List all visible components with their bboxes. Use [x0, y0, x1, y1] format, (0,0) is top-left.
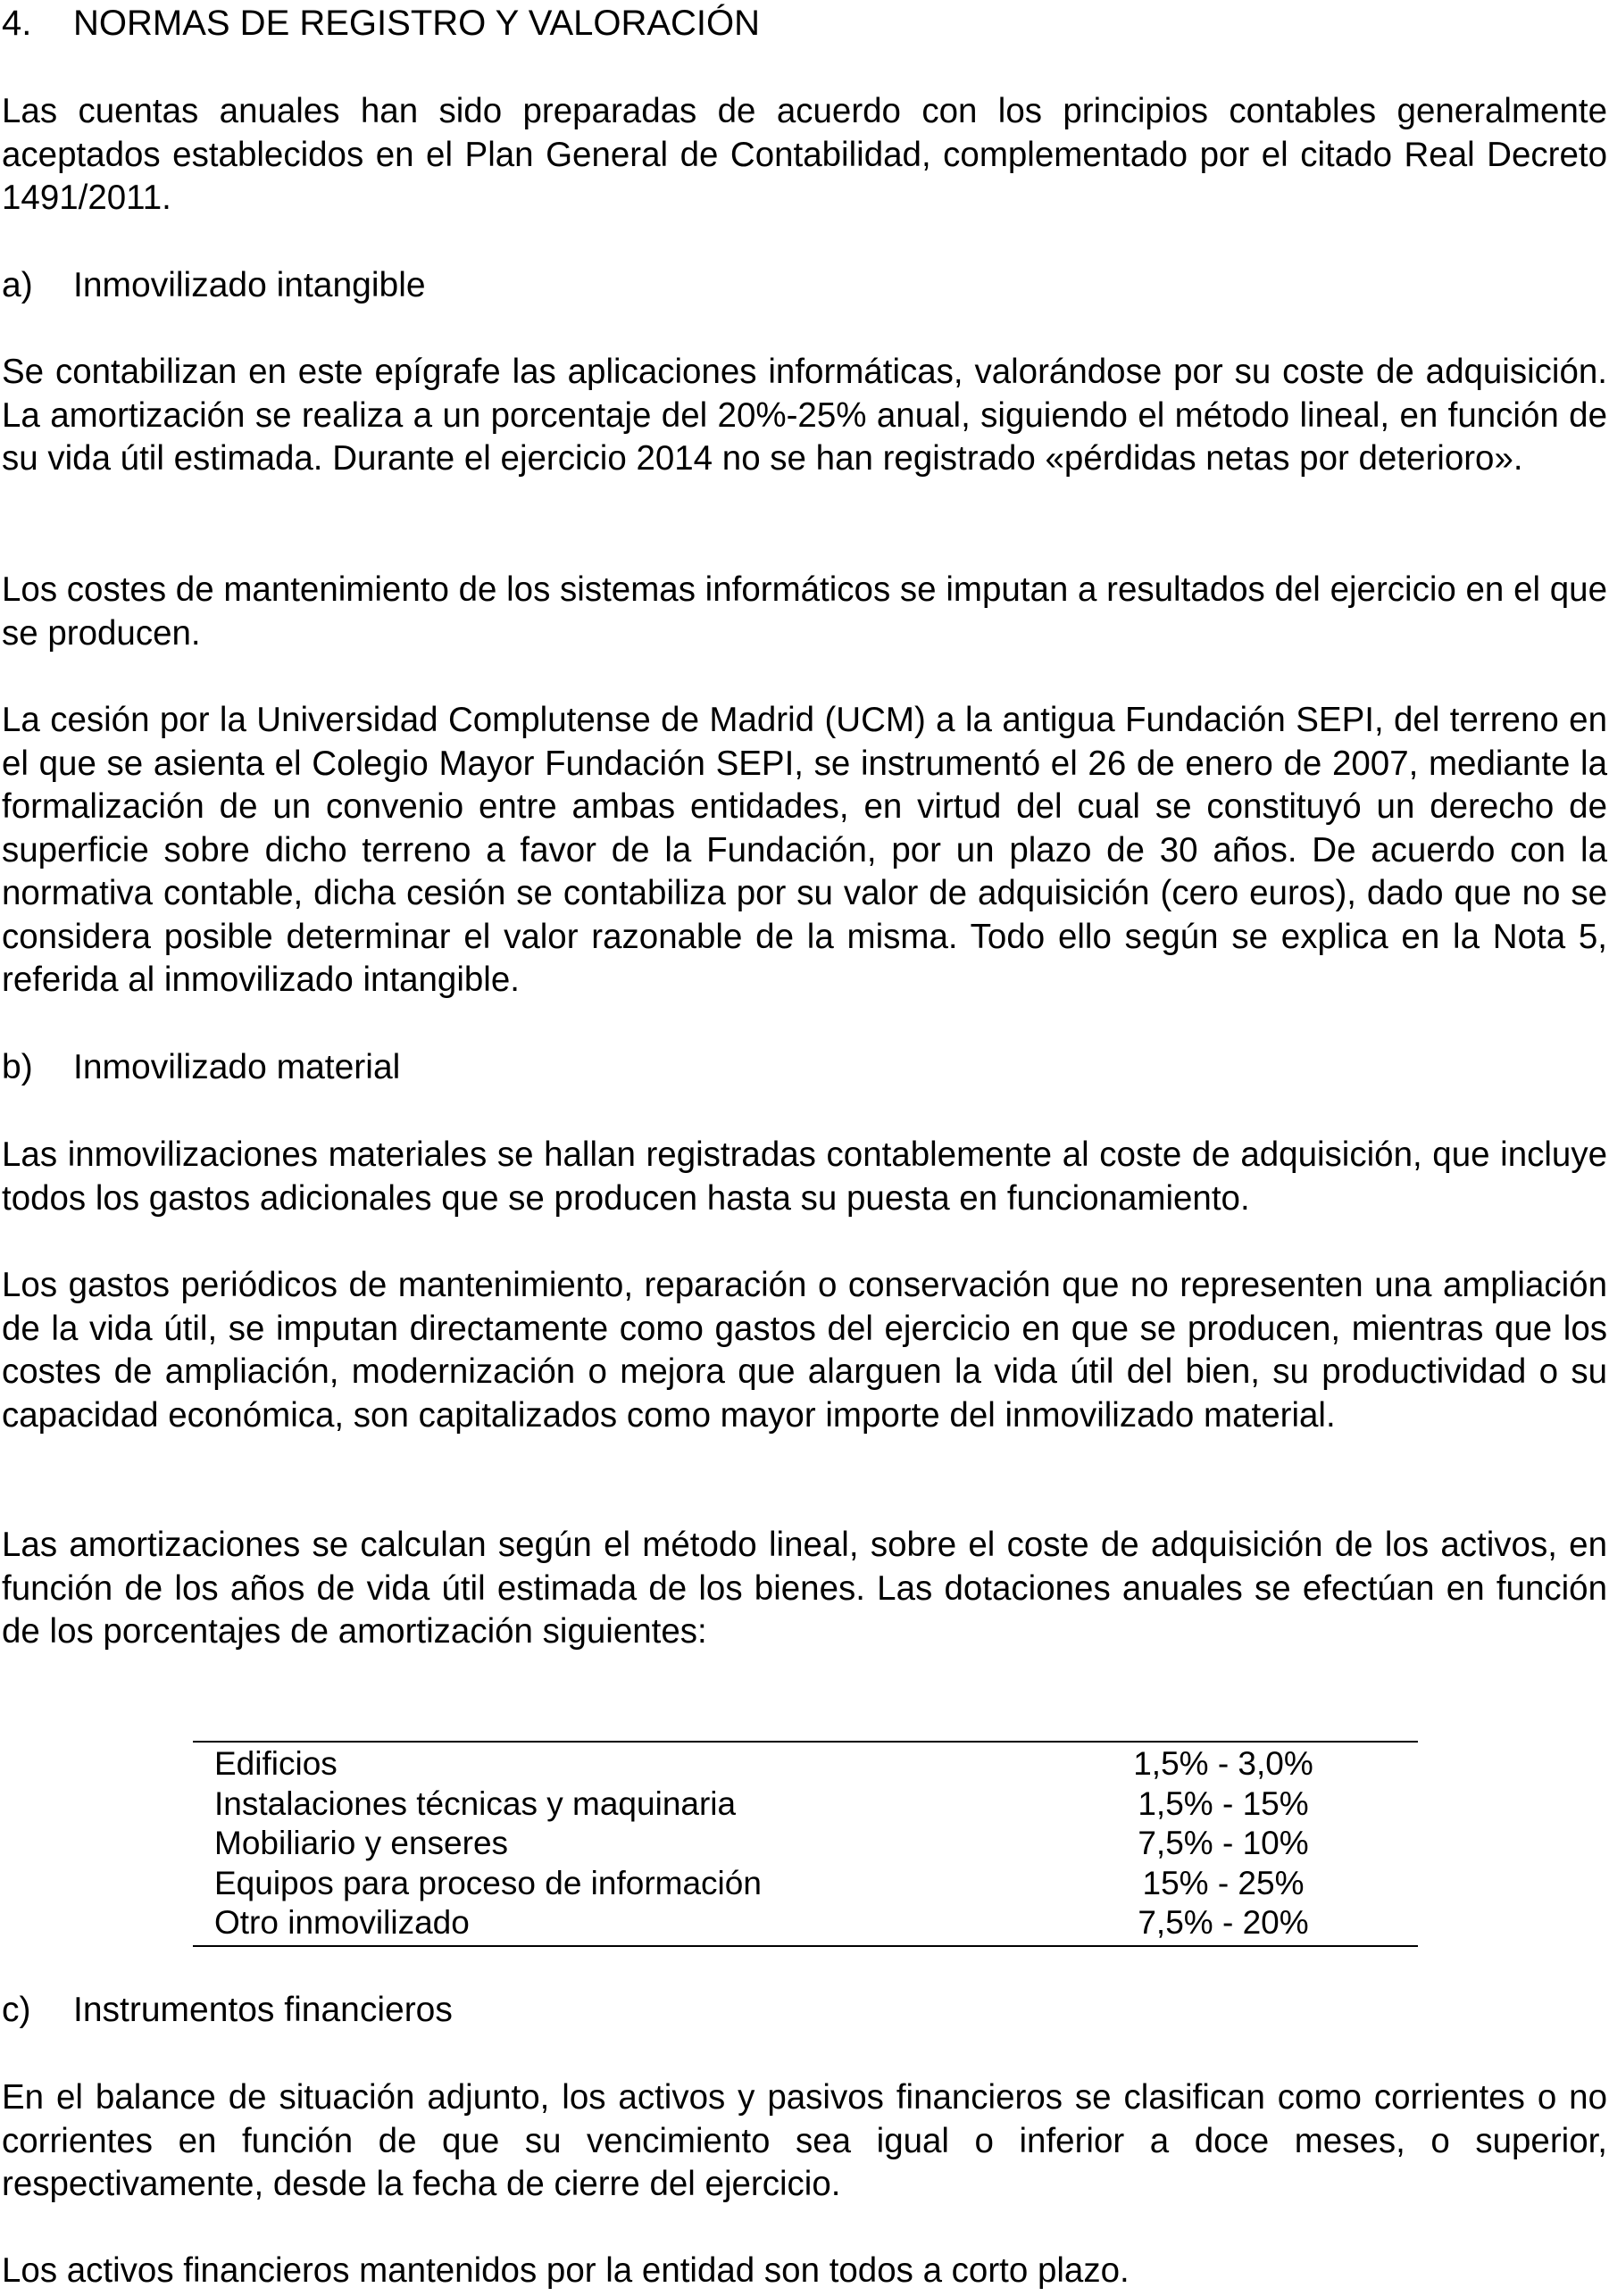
rate-label: Instalaciones técnicas y maquinaria	[214, 1784, 737, 1822]
rate-value: 15% - 25%	[1142, 1864, 1305, 1901]
subsection-a-title: Inmovilizado intangible	[73, 266, 426, 304]
rate-value: 7,5% - 20%	[1138, 1904, 1309, 1941]
paragraph-c1: En el balance de situación adjunto, los activos y pasivos financieros se clasifican como corrientes o no corrientes en función de que su vencimiento sea igual o inferior a doce meses, o superior, respectivamente, desde la fecha de cierre del ejercicio.	[2, 2078, 1607, 2203]
rate-label: Mobiliario y enseres	[214, 1825, 509, 1861]
paragraph-a2: Los costes de mantenimiento de los sistemas informáticos se imputan a resultados del ejercicio en el que se producen.	[2, 570, 1607, 653]
paragraph-b1: Las inmovilizaciones materiales se hallan registradas contablemente al coste de adquisición, que incluye todos los gastos adicionales que se producen hasta su puesta en funcionamiento.	[2, 1136, 1607, 1218]
subsection-b-title: Inmovilizado material	[73, 1048, 401, 1086]
rate-label: Otro inmovilizado	[214, 1904, 470, 1941]
table-row	[193, 1784, 1418, 1825]
paragraph-a3: La cesión por la Universidad Complutense de Madrid (UCM) a la antigua Fundación SEPI, del terreno en el que se asienta el Colegio Mayor Fundación SEPI, se instrumentó el 26 de enero de 2007, mediante la formalización de un convenio entre ambas entidades, en virtud del cual se constituyó un derecho de superficie sobre dicho terreno a favor de la Fundación, por un plazo de 30 años. De acuerdo con la normativa contable, dicha cesión se contabiliza por su valor de adquisición (cero euros), dado que no se considera posible determinar el valor razonable de la misma. Todo ello según se explica en la Nota 5, referida al inmovilizado intangible.	[2, 701, 1607, 999]
section-number: 4.	[2, 4, 32, 43]
subsection-a-letter: a)	[2, 266, 33, 304]
rate-label: Edificios	[214, 1745, 338, 1782]
rate-value: 1,5% - 15%	[1138, 1784, 1309, 1822]
section-title: NORMAS DE REGISTRO Y VALORACIÓN	[73, 4, 761, 43]
paragraph-c2: Los activos financieros mantenidos por la entidad son todos a corto plazo.	[2, 2251, 1130, 2290]
depreciation-rates-table	[193, 1741, 1418, 1947]
subsection-b-letter: b)	[2, 1048, 33, 1086]
table-row	[193, 1903, 1418, 1943]
subsection-c-letter: c)	[2, 1991, 31, 2029]
subsection-c-heading	[2, 1989, 453, 2032]
table-row	[193, 1824, 1418, 1864]
rate-value: 7,5% - 10%	[1138, 1825, 1309, 1861]
subsection-b-heading	[2, 1046, 400, 1089]
section-heading	[2, 2, 760, 45]
paragraph-b3: Las amortizaciones se calculan según el método lineal, sobre el coste de adquisición de los activos, en función de los años de vida útil estimada de los bienes. Las dotaciones anuales se efectúan en función de los porcentajes de amortización siguientes:	[2, 1526, 1607, 1651]
paragraph-b2: Los gastos periódicos de mantenimiento, reparación o conservación que no representen una ampliación de la vida útil, se imputan directamente como gastos del ejercicio en que se producen, mientras que los costes de ampliación, modernización o mejora que alarguen la vida útil del bien, su productividad o su capacidad económica, son capitalizados como mayor importe del inmovilizado material.	[2, 1266, 1607, 1435]
subsection-a-heading	[2, 264, 426, 307]
rate-value: 1,5% - 3,0%	[1133, 1745, 1313, 1782]
subsection-c-title: Instrumentos financieros	[73, 1991, 453, 2029]
intro-paragraph: Las cuentas anuales han sido preparadas de acuerdo con los principios contables generalmente aceptados establecidos en el Plan General de Contabilidad, complementado por el citado Real Decreto 1491/2011.	[2, 92, 1607, 217]
rate-label: Equipos para proceso de información	[214, 1864, 762, 1901]
paragraph-a1: Se contabilizan en este epígrafe las aplicaciones informáticas, valorándose por su coste de adquisición. La amortización se realiza a un porcentaje del 20%-25% anual, siguiendo el método lineal, en función de su vida útil estimada. Durante el ejercicio 2014 no se han registrado «pérdidas netas por deterioro».	[2, 353, 1607, 478]
table-row	[193, 1744, 1418, 1784]
table-row	[193, 1864, 1418, 1904]
